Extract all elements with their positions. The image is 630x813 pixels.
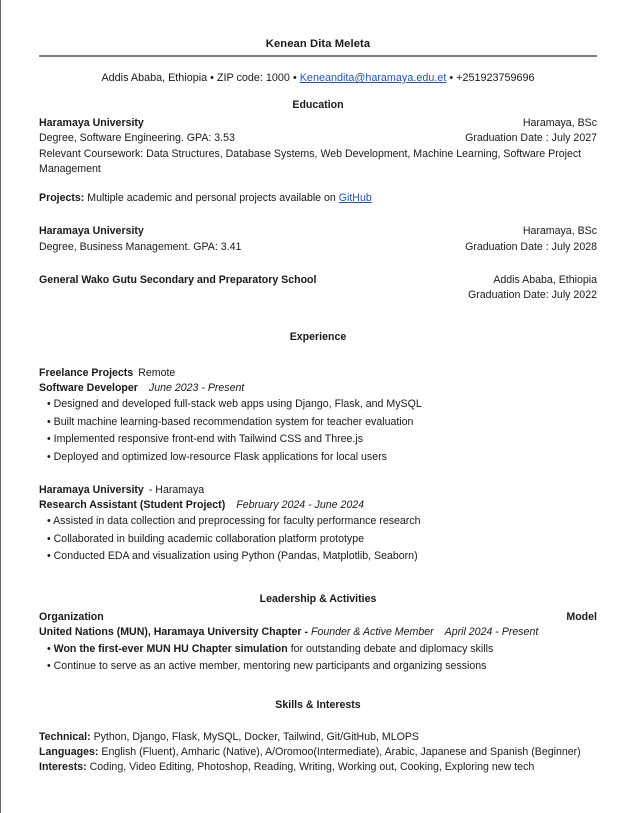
experience-org-location: - Haramaya bbox=[148, 483, 205, 496]
contact-separator-1: • bbox=[210, 72, 214, 84]
education-location: Haramaya, BSc bbox=[522, 117, 597, 129]
education-institution: General Wako Gutu Secondary and Preparatory School bbox=[39, 274, 317, 287]
education-entry-3-header bbox=[39, 273, 597, 288]
education-location: Haramaya, BSc bbox=[522, 225, 597, 238]
education-entry-2-detail bbox=[39, 240, 597, 255]
experience-bullet: • Collaborated in building academic collaboration platform prototype bbox=[47, 532, 364, 545]
experience-bullet: • Deployed and optimized low-resource Flask applications for local users bbox=[47, 451, 387, 464]
experience-role: Research Assistant (Student Project) bbox=[39, 498, 226, 511]
experience-entry-2-org bbox=[39, 483, 597, 498]
education-institution: Haramaya University bbox=[39, 225, 144, 238]
leadership-entry-title: United Nations (MUN), Haramaya University Chapter - bbox=[39, 626, 309, 639]
leadership-entry-role: Founder & Active Member bbox=[310, 626, 434, 639]
education-graduation-date: Graduation Date : July 2027 bbox=[465, 132, 597, 145]
leadership-entry bbox=[39, 625, 597, 640]
education-degree: Degree, Business Management. GPA: 3.41 bbox=[39, 240, 242, 253]
skills-label: Technical: bbox=[39, 730, 91, 743]
education-coursework: Relevant Coursework: Data Structures, Database Systems, Web Development, Machine Learning, Software Project Management bbox=[39, 147, 582, 175]
contact-zip: ZIP code: 1000 bbox=[216, 72, 290, 84]
leadership-organization-suffix: Model bbox=[566, 611, 597, 624]
skills-row-interests bbox=[39, 760, 597, 775]
resume-content bbox=[39, 0, 597, 776]
education-projects-line bbox=[39, 191, 597, 206]
skills-value: English (Fluent), Amharic (Native), A/Oromoo(Intermediate), Arabic, Japanese and Spanish (Beginner) bbox=[101, 746, 581, 759]
section-heading-leadership: Leadership & Activities bbox=[259, 593, 377, 606]
experience-bullet: • Implemented responsive front-end with Tailwind CSS and Three.js bbox=[47, 433, 363, 446]
education-location: Addis Ababa, Ethiopia bbox=[493, 274, 597, 287]
experience-entry-1-org bbox=[39, 366, 597, 381]
education-institution: Haramaya University bbox=[39, 117, 144, 129]
section-heading-experience: Experience bbox=[289, 330, 347, 343]
skills-row-languages bbox=[39, 745, 597, 760]
education-entry-2-header bbox=[39, 224, 597, 239]
experience-bullet: • Built machine learning-based recommendation system for teacher evaluation bbox=[47, 415, 414, 428]
contact-line bbox=[39, 57, 597, 86]
leadership-bullet: • Won the first-ever MUN HU Chapter simulation for outstanding debate and diplomacy skills bbox=[47, 642, 494, 655]
experience-entry-1-role bbox=[39, 381, 597, 396]
education-degree: Degree, Software Engineering. GPA: 3.53 bbox=[39, 132, 235, 145]
candidate-name: Kenean Dita Meleta bbox=[265, 38, 371, 50]
skills-value: Python, Django, Flask, MySQL, Docker, Tailwind, Git/GitHub, MLOPS bbox=[93, 730, 419, 743]
education-entry-1-header bbox=[39, 116, 597, 131]
experience-organization: Freelance Projects bbox=[39, 366, 134, 379]
education-graduation-date: Graduation Date: July 2022 bbox=[468, 289, 597, 302]
projects-label: Projects: bbox=[39, 192, 85, 205]
skills-label: Languages: bbox=[39, 746, 99, 759]
contact-location: Addis Ababa, Ethiopia bbox=[101, 72, 208, 84]
section-heading-skills: Skills & Interests bbox=[275, 698, 361, 711]
education-entry-1-detail bbox=[39, 131, 597, 146]
contact-separator-3: • bbox=[449, 72, 454, 84]
experience-org-location: Remote bbox=[138, 366, 176, 379]
projects-text: Multiple academic and personal projects available on bbox=[87, 192, 336, 205]
leadership-entry-dates: April 2024 - Present bbox=[444, 626, 539, 639]
skills-label: Interests: bbox=[39, 761, 87, 774]
section-heading-education: Education bbox=[292, 99, 344, 111]
education-graduation-date: Graduation Date : July 2028 bbox=[465, 240, 597, 253]
experience-entry-2-role bbox=[39, 498, 597, 513]
skills-value: Coding, Video Editing, Photoshop, Reading, Writing, Working out, Cooking, Exploring new tech bbox=[89, 761, 535, 774]
experience-role: Software Developer bbox=[39, 381, 138, 394]
leadership-bullet: • Continue to serve as an active member, mentoring new participants and organizing sessions bbox=[47, 660, 487, 673]
experience-organization: Haramaya University bbox=[39, 483, 144, 496]
github-link[interactable]: GitHub bbox=[338, 192, 372, 205]
leadership-organization-label: Organization bbox=[39, 611, 104, 624]
contact-email-link[interactable]: Keneandita@haramaya.edu.et bbox=[299, 72, 447, 84]
experience-bullet: • Assisted in data collection and preprocessing for faculty performance research bbox=[47, 515, 421, 528]
contact-phone: +251923759696 bbox=[456, 72, 535, 84]
experience-bullet: • Designed and developed full-stack web apps using Django, Flask, and MySQL bbox=[47, 398, 422, 411]
leadership-org-row bbox=[39, 610, 597, 625]
experience-bullet: • Conducted EDA and visualization using Python (Pandas, Matplotlib, Seaborn) bbox=[47, 550, 418, 563]
experience-dates: June 2023 - Present bbox=[148, 381, 245, 394]
experience-dates: February 2024 - June 2024 bbox=[236, 498, 365, 511]
contact-separator-2: • bbox=[292, 72, 297, 84]
skills-row-technical bbox=[39, 730, 597, 745]
